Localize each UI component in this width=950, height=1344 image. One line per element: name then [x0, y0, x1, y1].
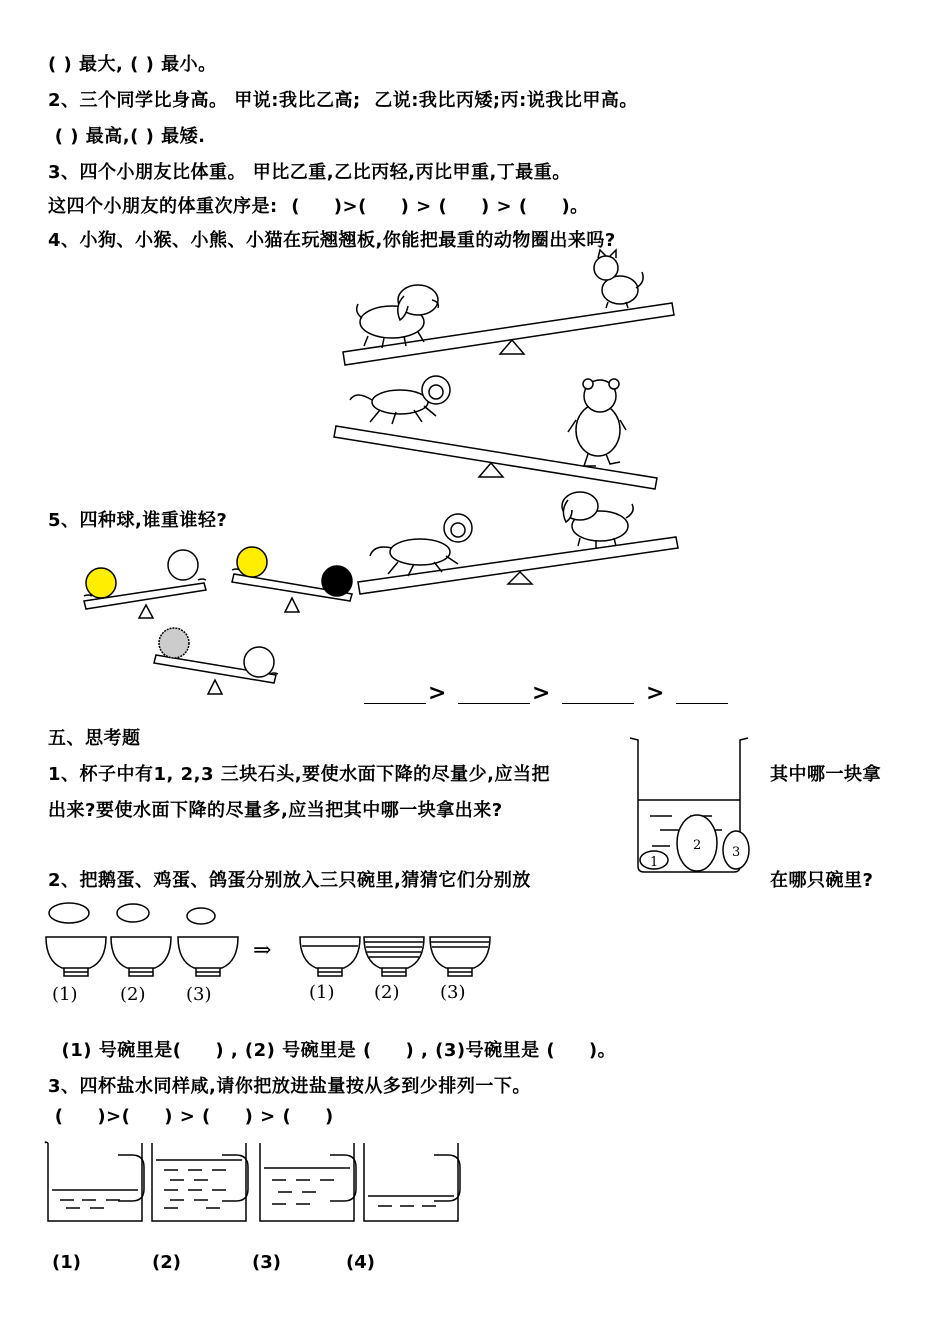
- cup-label-4: (4): [346, 1252, 375, 1273]
- think-q1-part2: 其中哪一块拿: [770, 764, 881, 785]
- bear-icon: [568, 379, 626, 466]
- q5-balls-question: 5、四种球,谁重谁轻?: [48, 510, 228, 531]
- q4-seesaw-question: 4、小狗、小猴、小熊、小猫在玩翘翘板,你能把最重的动物圈出来吗?: [48, 230, 616, 251]
- arrow-icon: ⇒: [253, 938, 272, 963]
- section-5-title: 五、思考题: [48, 728, 141, 749]
- q3-weight-question: 3、四个小朋友比体重。 甲比乙重,乙比丙轻,丙比甲重,丁最重。: [48, 162, 571, 183]
- bowl-after-label-2: (2): [374, 982, 400, 1003]
- white-ball: [244, 647, 274, 677]
- cup-4: [364, 1143, 460, 1221]
- q2-height-question: 2、三个同学比身高。 甲说:我比乙高; 乙说:我比丙矮;丙:说我比甲高。: [48, 90, 638, 111]
- salt-water-cups: [45, 1142, 460, 1221]
- cup-label-1: (1): [52, 1252, 81, 1273]
- dog-icon: [562, 492, 633, 548]
- stone-label-2: 2: [693, 838, 702, 853]
- think-q2-answer: (1) 号碗里是( ) , (2) 号碗里是 ( ) , (3)号碗里是 ( )。: [48, 1040, 617, 1061]
- pigeon-egg-icon: [187, 908, 215, 924]
- q3-answer-line: 这四个小朋友的体重次序是: ( )>( ) > ( ) > ( )。: [48, 196, 589, 217]
- think-q3-question: 3、四杯盐水同样咸,请你把放进盐量按从多到少排列一下。: [48, 1076, 531, 1097]
- chicken-egg-icon: [117, 904, 149, 922]
- think-q1-part3: 出来?要使水面下降的尽量多,应当把其中哪一块拿出来?: [48, 800, 503, 821]
- think-q3-answer: ( )>( ) > ( ) > ( ): [48, 1106, 334, 1127]
- gt-sign-3: >: [646, 680, 665, 706]
- cup-3: [260, 1143, 356, 1221]
- black-ball: [322, 566, 352, 596]
- yellow-ball: [86, 568, 116, 598]
- bowl-label-2: (2): [120, 984, 146, 1005]
- q2-answer-line: ( ) 最高,( ) 最矮.: [48, 126, 206, 147]
- bowl-label-3: (3): [186, 984, 212, 1005]
- seesaw-monkey-bear: [334, 376, 657, 489]
- goose-egg-icon: [49, 903, 89, 923]
- line-1: ( ) 最大, ( ) 最小。: [48, 54, 217, 75]
- bowl-after-label-3: (3): [440, 982, 466, 1003]
- think-q2-part2: 在哪只碗里?: [770, 870, 874, 891]
- gt-sign-1: >: [428, 680, 447, 706]
- think-q2-part1: 2、把鹅蛋、鸡蛋、鸽蛋分别放入三只碗里,猜猜它们分别放: [48, 870, 531, 891]
- bowls-empty: [46, 937, 238, 976]
- stone-label-1: 1: [650, 855, 659, 870]
- balance-yellow-black: [232, 547, 352, 612]
- cat-icon: [594, 250, 643, 308]
- dotted-ball: [159, 628, 189, 658]
- balance-dotted-white: [154, 628, 278, 694]
- cup-label-3: (3): [252, 1252, 281, 1273]
- bowl-label-1: (1): [52, 984, 78, 1005]
- balance-yellow-white: [84, 550, 206, 618]
- monkey-icon: [370, 514, 472, 576]
- stone-label-3: 3: [732, 845, 741, 860]
- seesaw-monkey-dog: [358, 492, 678, 594]
- think-q1-part1: 1、杯子中有1, 2,3 三块石头,要使水面下降的尽量少,应当把: [48, 764, 550, 785]
- bowls-with-water: [300, 937, 490, 976]
- gt-sign-2: >: [532, 680, 551, 706]
- bowl-after-label-1: (1): [309, 982, 335, 1003]
- yellow-ball: [237, 547, 267, 577]
- white-ball: [168, 550, 198, 580]
- dog-icon: [357, 285, 439, 348]
- seesaw-dog-cat: [343, 250, 674, 365]
- cup-label-2: (2): [152, 1252, 181, 1273]
- cup-1: [45, 1142, 144, 1221]
- monkey-icon: [350, 376, 450, 424]
- cup-2: [152, 1143, 248, 1221]
